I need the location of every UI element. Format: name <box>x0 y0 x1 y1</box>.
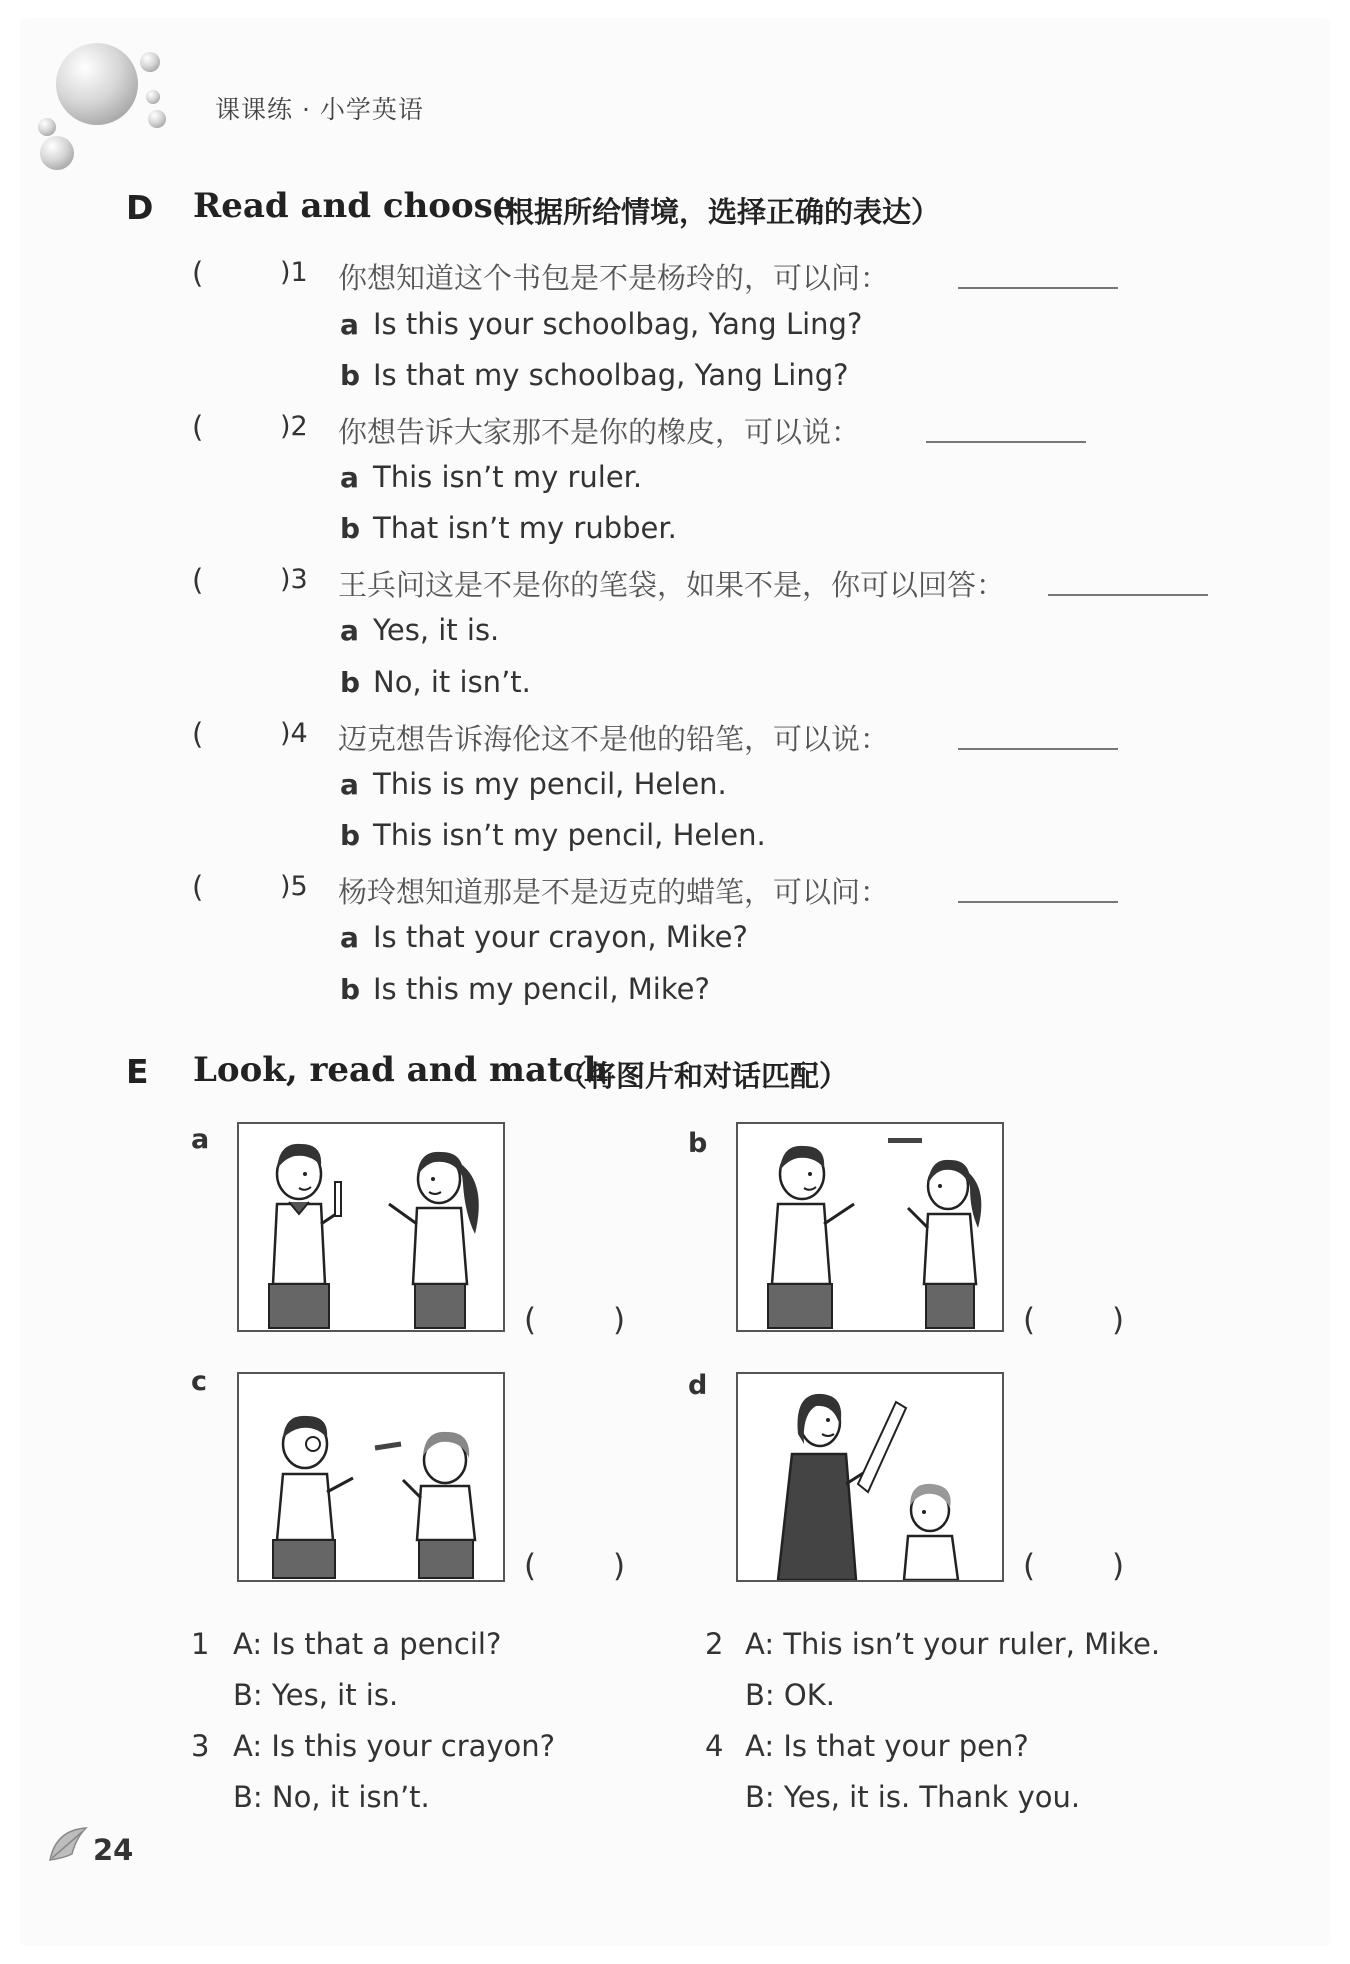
answer-paren-open: ( <box>524 1302 537 1338</box>
leaf-decoration-icon <box>46 1824 92 1864</box>
section-e-instruction: （将图片和对话匹配） <box>558 1059 849 1093</box>
question-prompt: 王兵问这是不是你的笔袋，如果不是，你可以回答： <box>338 568 1006 602</box>
section-e-title: Look, read and match <box>193 1050 609 1090</box>
dialogue-line-a: A: This isn’t your ruler, Mike. <box>745 1627 1161 1661</box>
question-number: )5 <box>280 871 308 902</box>
answer-paren-open: ( <box>1023 1302 1036 1338</box>
dialogue-number: 3 <box>191 1729 210 1763</box>
dialogue-line-b: B: Yes, it is. Thank you. <box>745 1780 1081 1814</box>
bubbles-decoration-icon <box>28 38 178 168</box>
header-title: 课课练 · 小学英语 <box>215 95 424 124</box>
option-a-text: This is my pencil, Helen. <box>373 767 727 801</box>
answer-paren-close: ) <box>1112 1548 1125 1584</box>
picture-label-c: c <box>191 1366 208 1397</box>
option-a-text: Is this your schoolbag, Yang Ling? <box>373 307 863 341</box>
option-letter-a: a <box>340 768 359 801</box>
dialogue-line-b: B: No, it isn’t. <box>233 1780 430 1814</box>
answer-paren-open: ( <box>524 1548 537 1584</box>
option-letter-a: a <box>340 614 359 647</box>
question-prompt: 杨玲想知道那是不是迈克的蜡笔，可以问： <box>338 875 890 909</box>
option-b-text: Is this my pencil, Mike? <box>373 972 710 1006</box>
dialogue-number: 2 <box>705 1627 724 1661</box>
dialogue-line-b: B: OK. <box>745 1678 835 1712</box>
answer-blank[interactable] <box>926 441 1086 443</box>
dialogue-line-a: A: Is this your crayon? <box>233 1729 556 1763</box>
picture-a-boy-girl-pencil <box>237 1122 505 1332</box>
answer-paren-close: ) <box>613 1302 626 1338</box>
answer-blank[interactable] <box>1048 594 1208 596</box>
picture-label-a: a <box>191 1124 210 1155</box>
option-letter-b: b <box>340 359 361 392</box>
dialogue-line-a: A: Is that a pencil? <box>233 1627 502 1661</box>
answer-blank[interactable] <box>958 901 1118 903</box>
question-prompt: 你想告诉大家那不是你的橡皮，可以说： <box>338 415 861 449</box>
question-number: )4 <box>280 718 308 749</box>
answer-paren: ( <box>192 717 204 751</box>
option-a-text: Is that your crayon, Mike? <box>373 920 748 954</box>
option-b-text: No, it isn’t. <box>373 665 531 699</box>
answer-blank[interactable] <box>958 287 1118 289</box>
answer-paren: ( <box>192 563 204 597</box>
option-letter-b: b <box>340 512 361 545</box>
question-number: )1 <box>280 257 308 288</box>
picture-label-d: d <box>688 1370 708 1401</box>
picture-d-teacher-boy-ruler <box>736 1372 1004 1582</box>
answer-paren-open: ( <box>1023 1548 1036 1584</box>
question-number: )3 <box>280 564 308 595</box>
question-prompt: 迈克想告诉海伦这不是他的铅笔，可以说： <box>338 722 890 756</box>
answer-paren-close: ) <box>1112 1302 1125 1338</box>
dialogue-number: 4 <box>705 1729 724 1763</box>
answer-paren: ( <box>192 870 204 904</box>
option-letter-b: b <box>340 819 361 852</box>
option-letter-b: b <box>340 666 361 699</box>
option-letter-a: a <box>340 921 359 954</box>
section-d-instruction: （根据所给情境，选择正确的表达） <box>476 195 941 229</box>
option-b-text: This isn’t my pencil, Helen. <box>373 818 766 852</box>
dialogue-line-a: A: Is that your pen? <box>745 1729 1029 1763</box>
option-b-text: Is that my schoolbag, Yang Ling? <box>373 358 849 392</box>
answer-paren-close: ) <box>613 1548 626 1584</box>
answer-paren: ( <box>192 410 204 444</box>
picture-label-b: b <box>688 1128 708 1159</box>
picture-b-boy-girl-pen <box>736 1122 1004 1332</box>
option-letter-a: a <box>340 308 359 341</box>
option-b-text: That isn’t my rubber. <box>373 511 677 545</box>
picture-c-boy-girl-crayon <box>237 1372 505 1582</box>
option-letter-b: b <box>340 973 361 1006</box>
answer-blank[interactable] <box>958 748 1118 750</box>
question-prompt: 你想知道这个书包是不是杨玲的，可以问： <box>338 261 890 295</box>
answer-paren: ( <box>192 256 204 290</box>
section-d-title: Read and choose <box>193 186 515 226</box>
dialogue-line-b: B: Yes, it is. <box>233 1678 399 1712</box>
page-number: 24 <box>93 1833 134 1867</box>
option-a-text: Yes, it is. <box>373 613 500 647</box>
section-d-letter: D <box>126 188 154 227</box>
question-number: )2 <box>280 411 308 442</box>
section-e-letter: E <box>126 1052 149 1091</box>
option-letter-a: a <box>340 461 359 494</box>
dialogue-number: 1 <box>191 1627 210 1661</box>
option-a-text: This isn’t my ruler. <box>373 460 643 494</box>
